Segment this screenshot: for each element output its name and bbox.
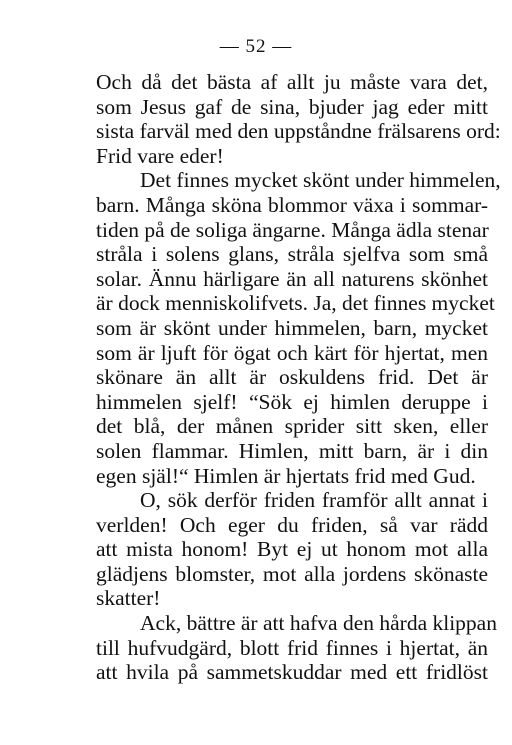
body-text (96, 70, 501, 685)
text-line: Och då det bästa af allt ju måste vara det, (96, 70, 488, 94)
text-line: stråla i solens glans, stråla sjelfva som små (96, 242, 488, 267)
text-line: verlden! Och eger du friden, så var rädd (96, 512, 488, 537)
text-line: O, sök derför friden framför allt annat i (140, 488, 488, 513)
text-line: Frid vare eder! (96, 143, 224, 168)
text-line: glädjens blomster, mot alla jordens skönaste (96, 561, 488, 586)
text-line: Det finnes mycket skönt under himmelen, (140, 168, 501, 193)
text-line: som Jesus gaf de sina, bjuder jag eder mitt (96, 94, 488, 119)
text-line: som är ljuft för ögat och kärt för hjertat, men (96, 340, 488, 365)
text-line: att mista honom! Byt ej ut honom mot alla (96, 537, 488, 562)
text-line: himmelen sjelf! “Sök ej himlen deruppe i (96, 389, 488, 414)
text-line: att hvila på sammetskuddar med ett fridlöst (96, 660, 488, 685)
text-line: skönare än allt är oskuldens frid. Det är (96, 365, 488, 390)
text-line: som är skönt under himmelen, barn, mycket (96, 315, 488, 340)
text-line: egen själ!“ Himlen är hjertats frid med Gud. (96, 463, 476, 488)
text-line: det blå, der månen sprider sitt sken, eller (96, 414, 488, 439)
text-line: sista farväl med den uppståndne frälsarens ord: (96, 119, 501, 144)
text-line: barn. Många sköna blommor växa i sommar- (96, 192, 488, 217)
text-line: skatter! (96, 586, 161, 611)
page-number: — 52 — (219, 36, 293, 57)
text-line: är dock menniskolifvets. Ja, det finnes mycket (96, 291, 495, 316)
text-line: solar. Ännu härligare än all naturens skönhet (96, 266, 488, 291)
text-line: solen flammar. Himlen, mitt barn, är i din (96, 438, 488, 463)
text-line: tiden på de soliga ängarne. Många ädla stenar (96, 217, 489, 242)
text-line: till hufvudgärd, blott frid finnes i hjertat, än (96, 635, 488, 660)
text-line: Ack, bättre är att hafva den hårda klippan (140, 611, 497, 636)
